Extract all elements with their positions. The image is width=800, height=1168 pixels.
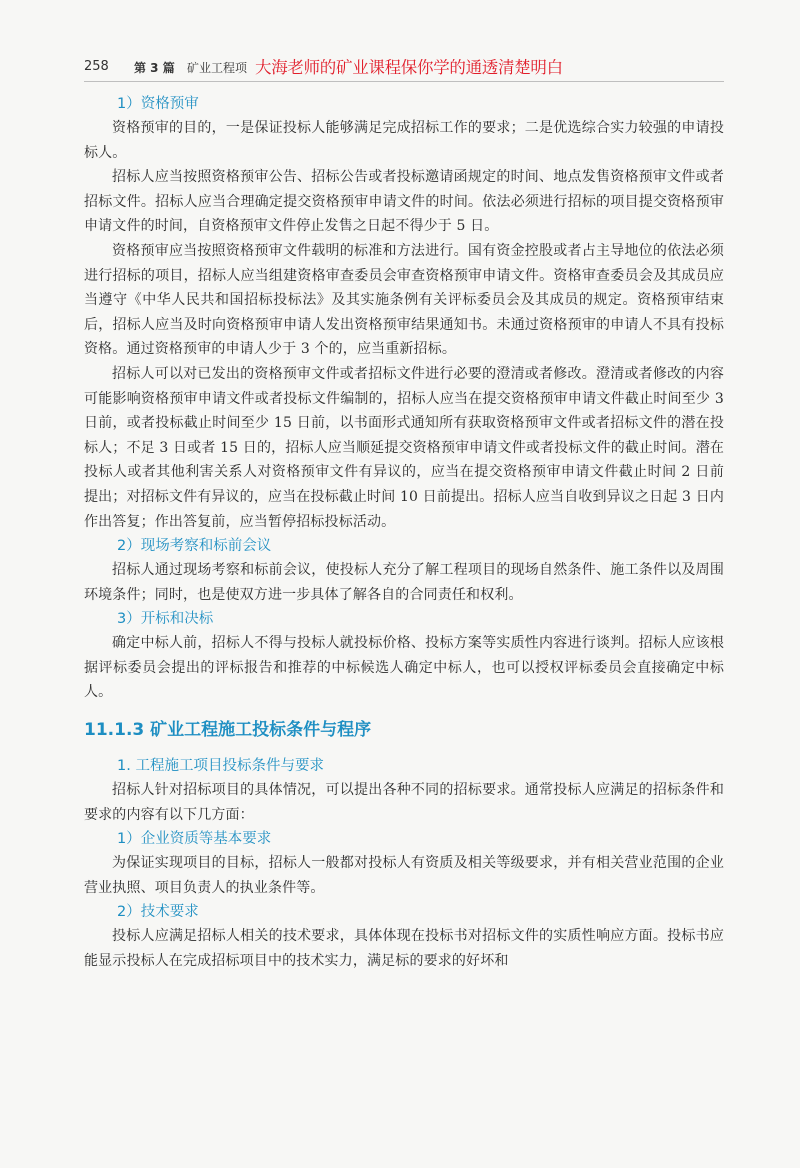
- subsection-heading: 1）企业资质等基本要求: [117, 831, 272, 848]
- paragraph: 招标人针对招标项目的具体情况，可以提出各种不同的招标要求。通常投标人应满足的招标条件和要求的内容有以下几方面：: [84, 782, 724, 823]
- subsection-heading: 3）开标和决标: [117, 611, 214, 628]
- paragraph: 招标人通过现场考察和标前会议，使投标人充分了解工程项目的现场自然条件、施工条件以及周围环境条件；同时，也是使双方进一步具体了解各自的合同责任和权利。: [84, 562, 724, 603]
- subsection-heading: 2）现场考察和标前会议: [117, 538, 272, 555]
- paragraph: 为保证实现项目的目标，招标人一般都对投标人有资质及相关等级要求，并有相关营业范围的企业营业执照、项目负责人的执业条件等。: [84, 855, 724, 896]
- header-rule: [84, 81, 724, 82]
- running-header: [84, 57, 724, 83]
- page-number: 258: [84, 59, 109, 74]
- watermark-overlay: 大海老师的矿业课程保你学的通透清楚明白: [255, 58, 563, 77]
- body-text: [84, 92, 724, 974]
- part-label: 第 3 篇: [134, 61, 175, 75]
- header-title: 矿业工程项: [187, 61, 248, 75]
- paragraph: 投标人应满足招标人相关的技术要求，具体体现在投标书对招标文件的实质性响应方面。投标书应能显示投标人在完成招标项目中的技术实力，满足标的要求的好坏和: [84, 928, 724, 970]
- paragraph: 招标人可以对已发出的资格预审文件或者招标文件进行必要的澄清或者修改。澄清或者修改的内容可能影响资格预审申请文件或者投标文件编制的，招标人应当在提交资格预审申请文件截止时间至少 3 日前，或者投标截止时间至少 15 日前，以书面形式通知所有获取资格预审文件或者招标文件的潜在投标人；不足 3 日或者 15 日的，招标人应当顺延提交资格预审申请文件或者投标文件的截止时间。潜在投标人或者其他利害关系人对资格预审文件有异议的，应当在提交资格预审申请文件截止时间 2 日前提出；对招标文件有异议的，应当在投标截止时间 10 日前提出。招标人应当自收到异议之日起 3 日内作出答复；作出答复前，应当暂停招标投标活动。: [84, 365, 724, 530]
- paragraph: 资格预审应当按照资格预审文件载明的标准和方法进行。国有资金控股或者占主导地位的依法必须进行招标的项目，招标人应当组建资格审查委员会审查资格预审申请文件。资格审查委员会及其成员应当遵守《中华人民共和国招标投标法》及其实施条例有关评标委员会及其成员的规定。资格预审结束后，招标人应当及时向资格预审申请人发出资格预审结果通知书。未通过资格预审的申请人不具有投标资格。通过资格预审的申请人少于 3 个的，应当重新招标。: [84, 242, 724, 358]
- subsection-heading: 2）技术要求: [117, 904, 199, 921]
- section-heading: 11.1.3 矿业工程施工投标条件与程序: [84, 720, 372, 741]
- paragraph: 招标人应当按照资格预审公告、招标公告或者投标邀请函规定的时间、地点发售资格预审文件或者招标文件。招标人应当合理确定提交资格预审申请文件的时间。依法必须进行招标的项目提交资格预审申请文件的时间，自资格预审文件停止发售之日起不得少于 5 日。: [84, 169, 724, 235]
- subheading: 1. 工程施工项目投标条件与要求: [117, 758, 324, 775]
- subsection-heading: 1）资格预审: [117, 96, 199, 112]
- paragraph: 资格预审的目的，一是保证投标人能够满足完成招标工作的要求；二是优选综合实力较强的申请投标人。: [84, 120, 724, 161]
- paragraph: 确定中标人前，招标人不得与投标人就投标价格、投标方案等实质性内容进行谈判。招标人应该根据评标委员会提出的评标报告和推荐的中标候选人确定中标人，也可以授权评标委员会直接确定中标人。: [84, 635, 724, 701]
